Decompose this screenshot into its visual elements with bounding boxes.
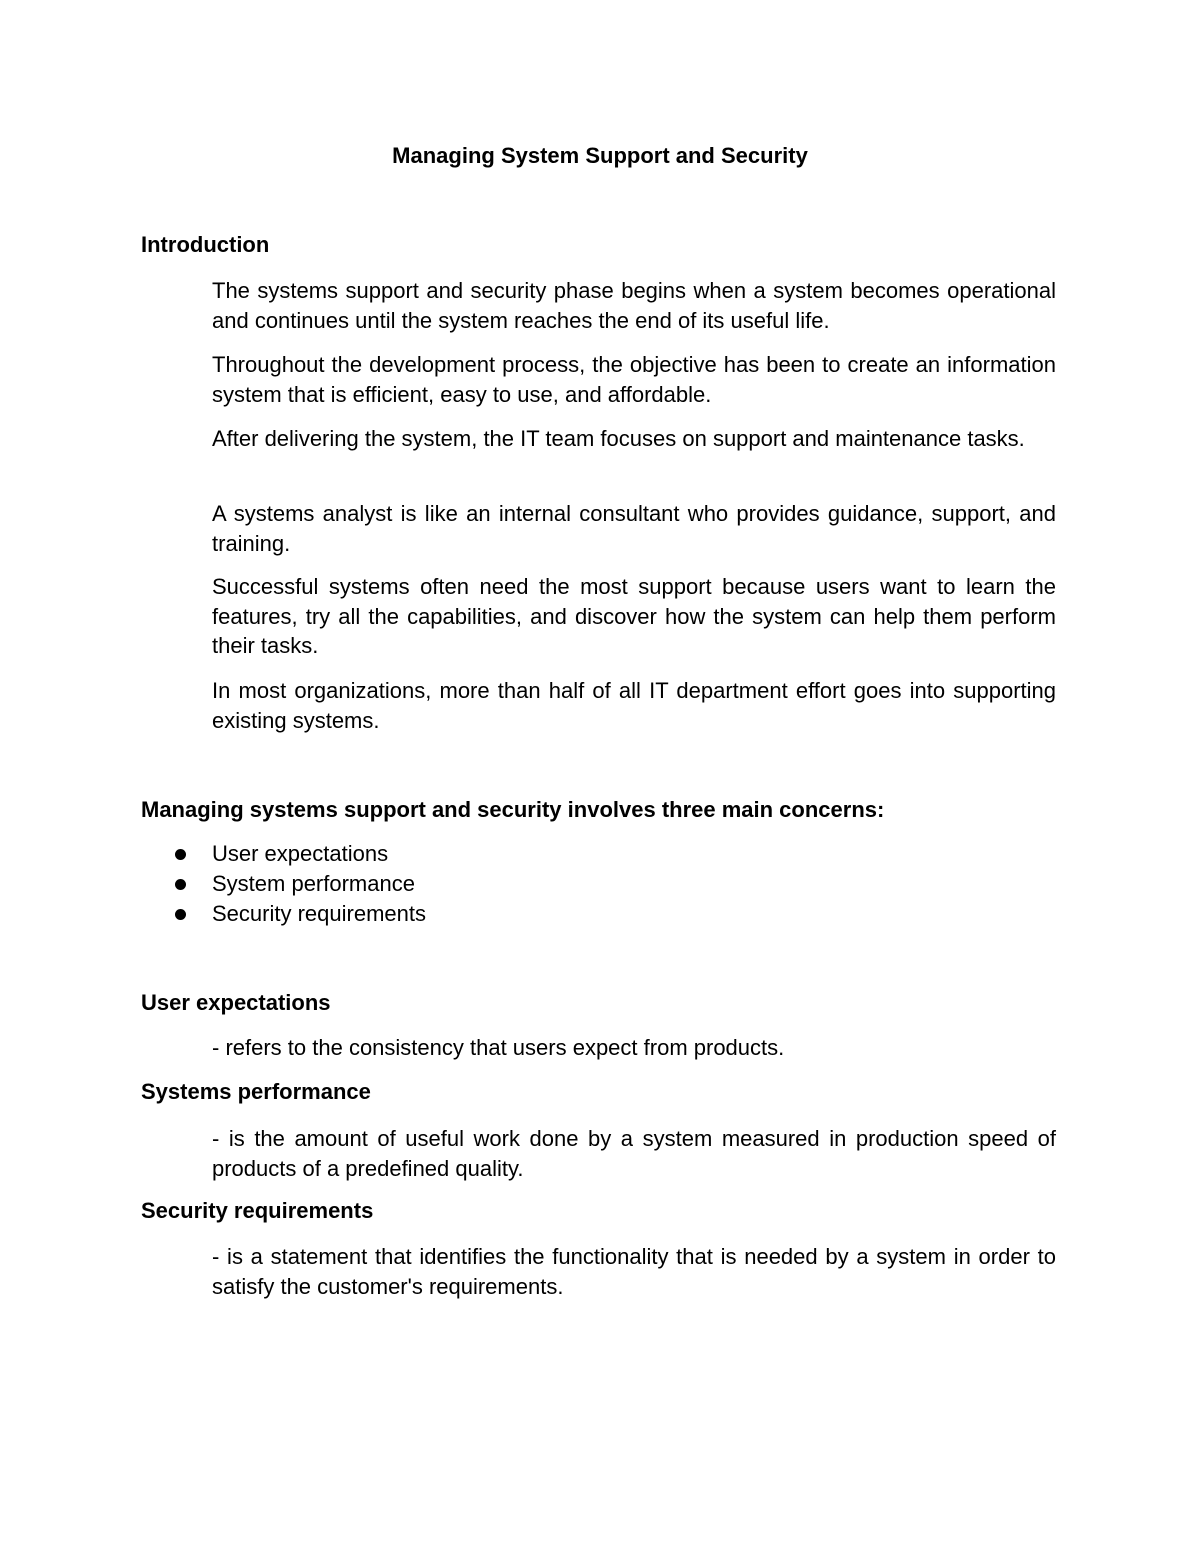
list-item-label: Security requirements xyxy=(212,901,426,926)
intro-paragraph-3: After delivering the system, the IT team focuses on support and maintenance tasks. xyxy=(212,426,1025,451)
systems-performance-text: - is the amount of useful work done by a system measured in production speed of products of a predefined quality. xyxy=(212,1126,1056,1181)
security-requirements-text: - is a statement that identifies the functionality that is needed by a system in order to satisfy the customer's requirements. xyxy=(212,1244,1056,1299)
user-expectations-heading: User expectations xyxy=(141,990,331,1015)
security-requirements-heading: Security requirements xyxy=(141,1198,374,1223)
intro-paragraph-4: A systems analyst is like an internal consultant who provides guidance, support, and training. xyxy=(212,501,1056,556)
bullet-icon xyxy=(175,909,186,920)
document-title: Managing System Support and Security xyxy=(392,143,808,168)
list-item-label: User expectations xyxy=(212,841,389,866)
list-item-label: System performance xyxy=(212,871,415,896)
intro-paragraph-6: In most organizations, more than half of all IT department effort goes into supporting existing systems. xyxy=(212,678,1056,733)
introduction-heading: Introduction xyxy=(141,232,270,257)
systems-performance-heading: Systems performance xyxy=(141,1079,371,1104)
bullet-icon xyxy=(175,879,186,890)
intro-paragraph-5: Successful systems often need the most support because users want to learn the features, try all the capabilities, and discover how the system can help them perform their tasks. xyxy=(212,574,1056,658)
concerns-heading: Managing systems support and security involves three main concerns: xyxy=(141,797,885,822)
intro-paragraph-1: The systems support and security phase begins when a system becomes operational and continues until the system reaches the end of its useful life. xyxy=(212,278,1056,333)
user-expectations-text: - refers to the consistency that users expect from products. xyxy=(212,1035,785,1060)
intro-paragraph-2: Throughout the development process, the objective has been to create an information system that is efficient, easy to use, and affordable. xyxy=(212,352,1056,407)
bullet-icon xyxy=(175,849,186,860)
